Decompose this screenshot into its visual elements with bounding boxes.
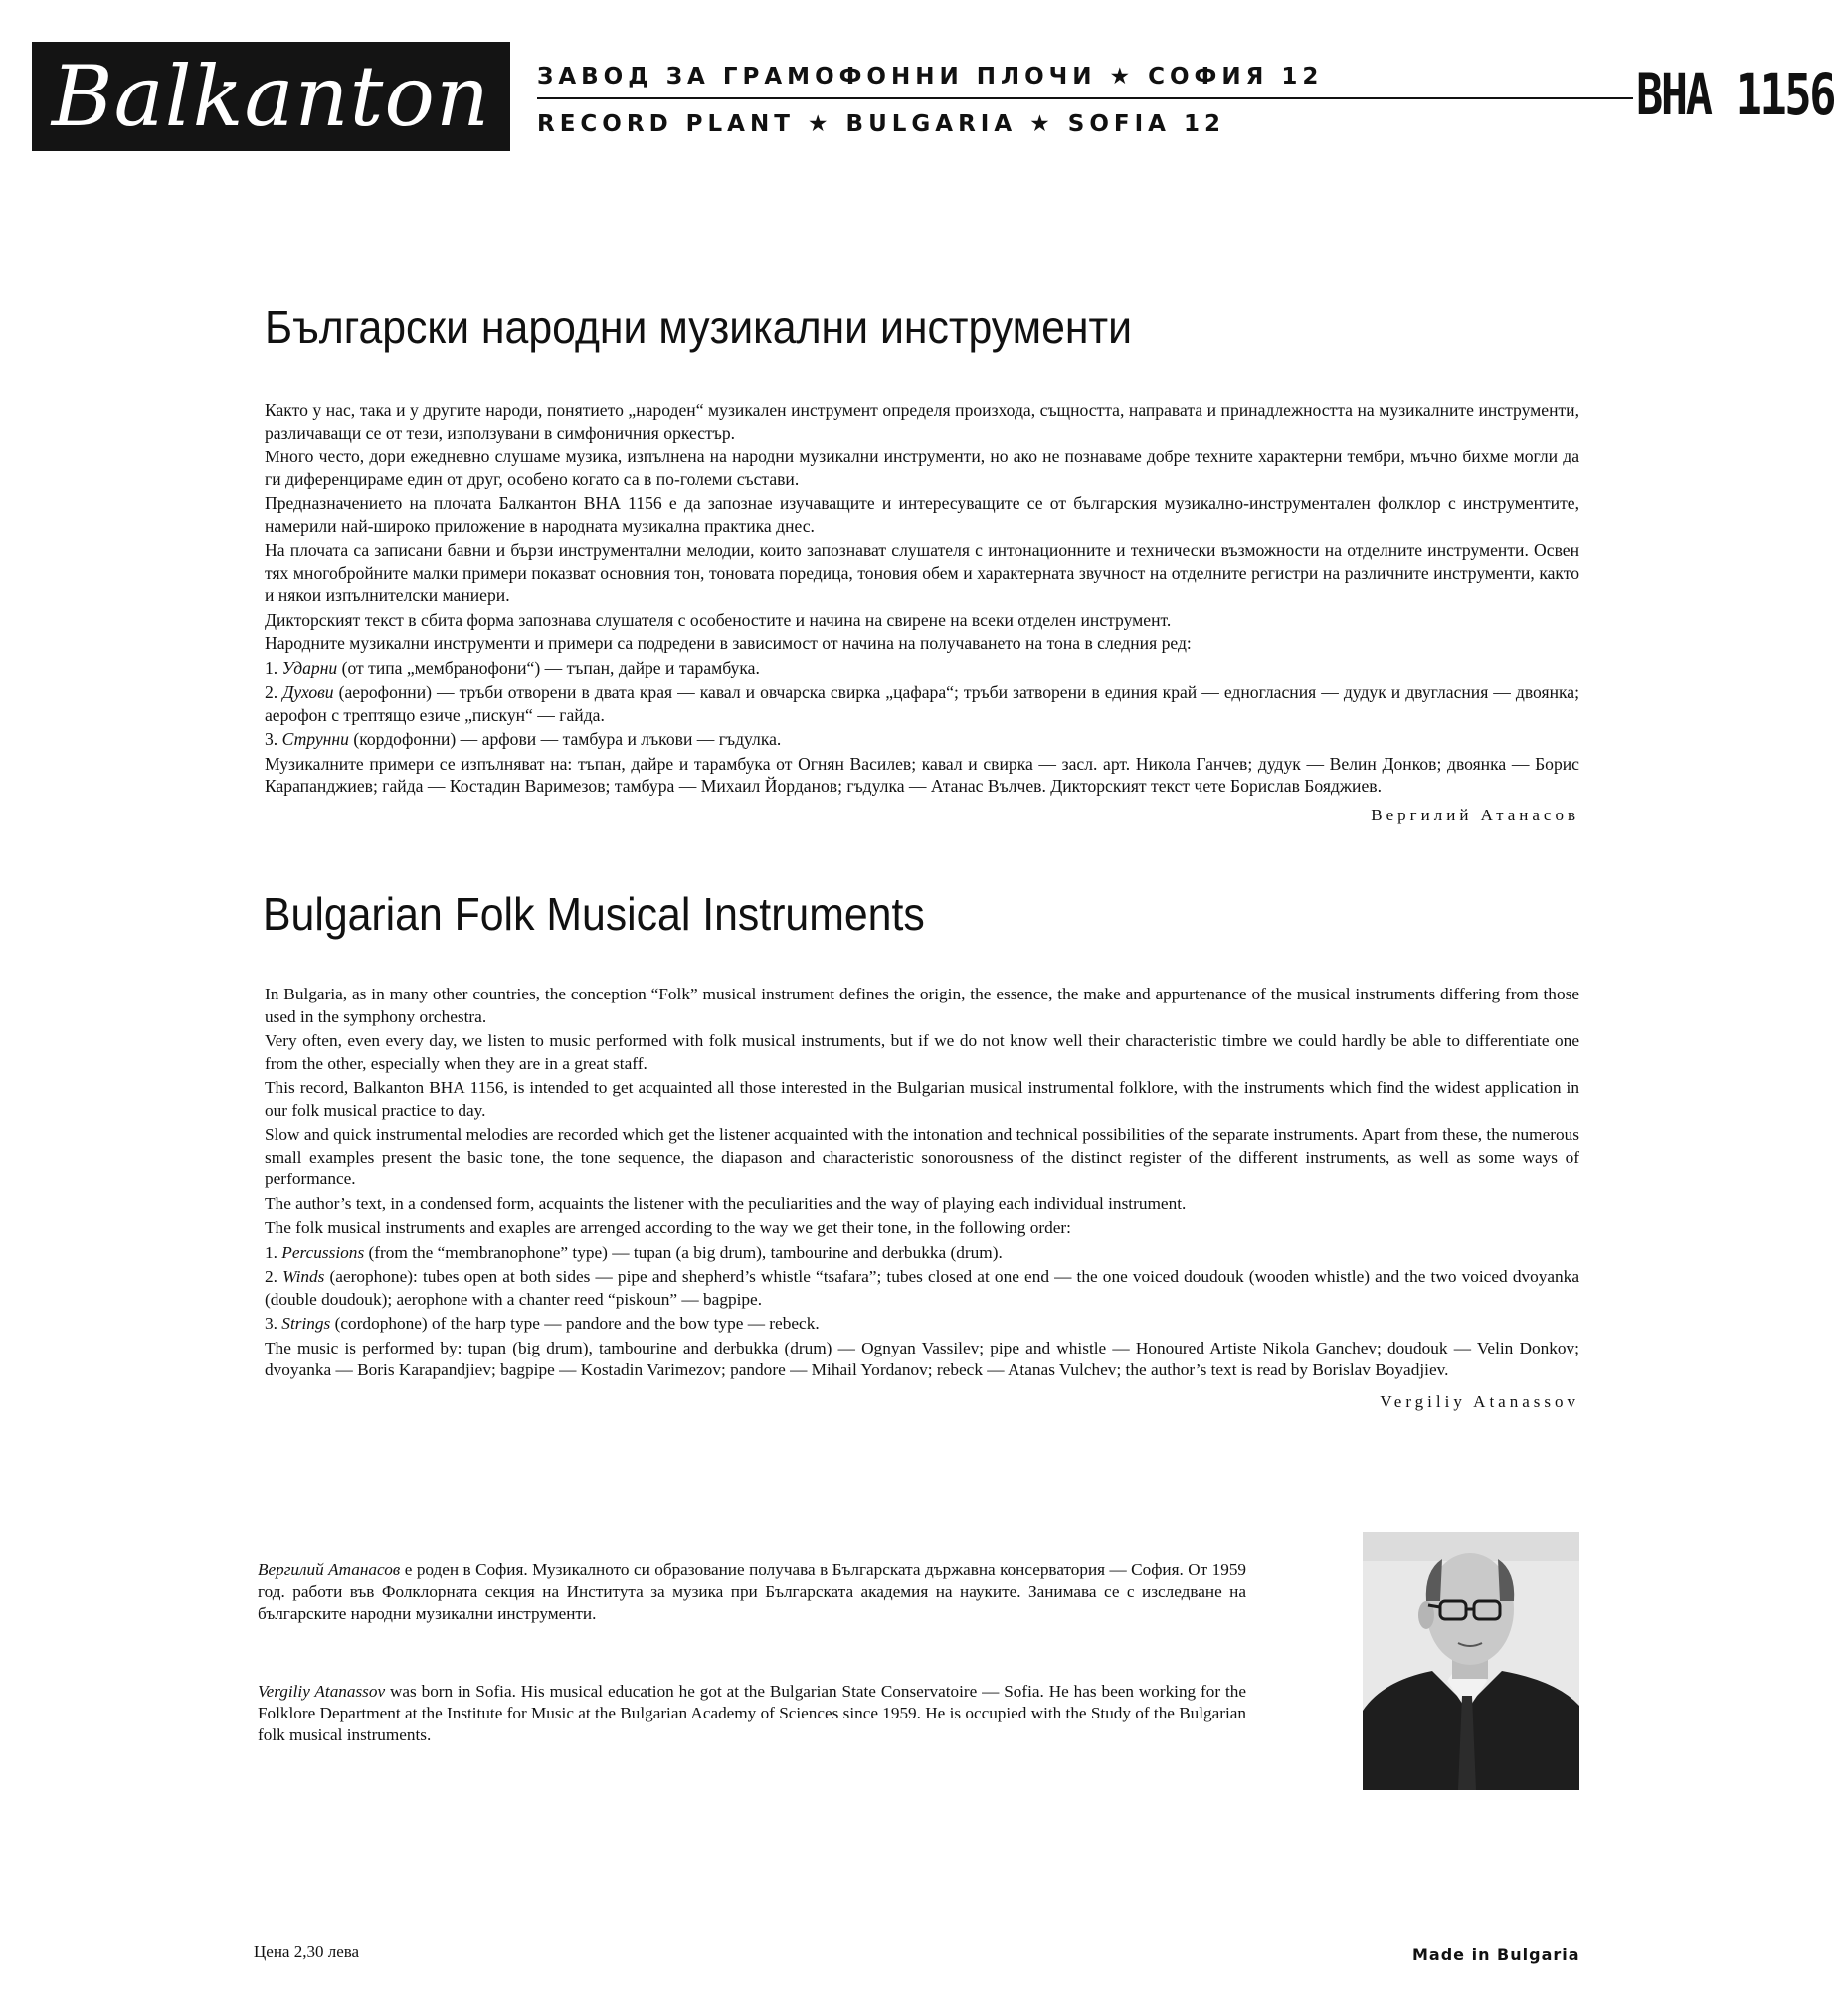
header-divider (537, 97, 1633, 99)
bg-paragraph-6: Народните музикални инструменти и примери са подредени в зависимост от начина на получаването на тона в следния ред: (265, 633, 1192, 653)
bio-bulgarian (258, 1559, 1246, 1625)
en-paragraph-2: Very often, even every day, we listen to music performed with folk musical instruments, but if we do not know well their characteristic timbre we could hardly be able to differentiate one from the other, especially when they are in a great staff. (265, 1031, 1579, 1073)
list-number: 3. (265, 729, 278, 749)
list-description: (от типа „мембранофони“) — тъпан, дайре и тарамбука. (337, 657, 760, 678)
list-number: 2. (265, 682, 278, 702)
logo-text: Balkanton (51, 48, 491, 145)
bg-performers: Музикалните примери се изпълняват на: тъпан, дайре и тарамбука от Огнян Василев; кавал и свирка — засл. арт. Никола Ганчев; дудук — Велин Донков; двоянка — Борис Карапанджиев; гайда — Костадин Варимезов; тамбура — Михаил Йорданов; гъдулка — Атанас Вълчев. Дикторският текст чете Борислав Бояджиев. (265, 753, 1579, 796)
bulgarian-signature: Вергилий Атанасов (1371, 806, 1579, 824)
bg-paragraph-3: Предназначението на плочата Балкантон ВНА 1156 е да запознае изучаващите и интересуващите се от българския музикално-инструментален фолклор с инструментите, намерили най-широко приложение в народната музикална практика днес. (265, 493, 1579, 536)
list-number: 3. (265, 1314, 277, 1333)
header-english-line: RECORD PLANT ★ BULGARIA ★ SOFIA 12 (537, 111, 1225, 137)
bg-list-item-1 (265, 657, 1579, 680)
list-term: Strings (281, 1314, 331, 1333)
list-description: (кордофонни) — арфови — тамбура и лъкови — гъдулка. (348, 729, 782, 749)
bio-en-text: was born in Sofia. His musical education he got at the Bulgarian State Conservatoire — Sofia. He has been working for the Folklore Department at the Institute for Music at the Bulgarian Academy of Sciences since 1959. He is occupied with the Study of the Bulgarian folk musical instruments. (258, 1682, 1246, 1744)
en-paragraph-6: The folk musical instruments and exaples are arrenged according to the way we get their tone, in the following order: (265, 1218, 1071, 1237)
bio-en-name: Vergiliy Atanassov (258, 1682, 386, 1701)
list-description: (aerophone): tubes open at both sides — pipe and shepherd’s whistle “tsafara”; tubes closed at one end — the one voiced doudouk (wooden whistle) and the two voiced dvoyanka (double doudouk); aerophone with a chanter reed “piskoun” — bagpipe. (265, 1267, 1579, 1309)
en-list-item-2 (265, 1266, 1579, 1311)
en-list-item-3 (265, 1313, 1579, 1336)
bg-paragraph-4: На плочата са записани бавни и бързи инструментални мелодии, които запознават слушателя с интонационните и технически възможности на отделните инструменти. Освен тях многобройните малки примери показват основния тон, тоновата поредица, тоновия обем и характерната звучност на отделните регистри на различните инструменти, както и някои изпълнителски маниери. (265, 540, 1579, 605)
list-description: (аерофонни) — тръби отворени в двата края — кавал и овчарска свирка „цафара“; тръби затворени в единия край — едногласния — дудук и двугласния — двоянка; аерофон с трептящо езиче „пискун“ — гайда. (265, 682, 1579, 725)
bg-paragraph-2: Много често, дори ежедневно слушаме музика, изпълнена на народни музикални инструменти, но ако не познаваме добре техните характерни тембри, мъчно бихме могли да ги диференцираме един от друг, особено когато са в по-големи състави. (265, 447, 1579, 489)
bio-bg-text: е роден в София. Музикалното си образование получава в Българската държавна консерватория — София. От 1959 год. работи във Фолклорната секция на Института за музика при Българската академия на науките. Занимава се с изследване на българските народни музикални инструменти. (258, 1560, 1247, 1623)
en-paragraph-3: This record, Balkanton ВНА 1156, is intended to get acquainted all those interested in the Bulgarian musical instrumental folklore, with the instruments which find the widest application in our folk musical practice to day. (265, 1078, 1579, 1120)
catalog-number: ВНА 1156 (1636, 61, 1835, 128)
list-term: Percussions (281, 1242, 365, 1262)
price-label: Цена 2,30 лева (254, 1942, 360, 1961)
list-number: 1. (265, 657, 278, 678)
bg-paragraph-5: Дикторският текст в сбита форма запознава слушателя с особеностите и начина на свирене на всеки отделен инструмент. (265, 609, 1172, 630)
list-term: Струнни (281, 729, 349, 749)
list-description: (cordophone) of the harp type — pandore and the bow type — rebeck. (330, 1314, 820, 1333)
english-text (265, 984, 1579, 1384)
balkanton-logo (32, 42, 510, 151)
bio-bg-name: Вергилий Атанасов (258, 1560, 401, 1579)
author-portrait-photo (1363, 1532, 1579, 1790)
list-term: Духови (282, 682, 334, 702)
bio-english (258, 1681, 1246, 1746)
list-number: 1. (265, 1242, 277, 1262)
list-number: 2. (265, 1267, 277, 1286)
en-paragraph-5: The author’s text, in a condensed form, acquaints the listener with the peculiarities and the way of playing each individual instrument. (265, 1193, 1187, 1213)
bg-paragraph-1: Както у нас, така и у другите народи, понятието „народен“ музикален инструмент определя произхода, същността, направата и принадлежността на музикалните инструменти, различаващи се от тези, използувани в симфоничния оркестър. (265, 400, 1579, 443)
bg-list-item-3 (265, 728, 1579, 751)
header-bulgarian-line: ЗАВОД ЗА ГРАМОФОННИ ПЛОЧИ ★ СОФИЯ 12 (537, 64, 1324, 90)
made-in-label: Made in Bulgaria (1412, 1945, 1580, 1964)
en-paragraph-1: In Bulgaria, as in many other countries, the conception “Folk” musical instrument defines the origin, the essence, the make and appurtenance of the musical instruments differing from those used in the symphony orchestra. (265, 985, 1579, 1026)
list-description: (from the “membranophone” type) — tupan (a big drum), tambourine and derbukka (drum). (364, 1242, 1003, 1262)
list-term: Winds (282, 1267, 325, 1286)
en-paragraph-4: Slow and quick instrumental melodies are recorded which get the listener acquainted with the intonation and technical possibilities of the separate instruments. Apart from these, the numerous small examples present the basic tone, the tone sequence, the diapason and characteristic sonorousness of the distinct register of the different instruments, as well as some ways of performance. (265, 1125, 1579, 1188)
bg-list-item-2 (265, 681, 1579, 726)
english-title: Bulgarian Folk Musical Instruments (263, 888, 925, 940)
en-performers: The music is performed by: tupan (big drum), tambourine and derbukka (drum) — Ognyan Vassilev; pipe and whistle — Honoured Artiste Nikola Ganchev; doudouk — Velin Donkov; dvoyanka — Boris Karapandjiev; bagpipe — Kostadin Varimezov; pandore — Mihail Yordanov; rebeck — Atanas Vulchev; the author’s text is read by Borislav Boyadjiev. (265, 1338, 1579, 1379)
english-signature: Vergiliy Atanassov (1380, 1392, 1579, 1411)
en-list-item-1 (265, 1242, 1579, 1265)
list-term: Ударни (281, 657, 338, 678)
portrait-illustration (1363, 1532, 1579, 1790)
bulgarian-text (265, 399, 1579, 800)
bulgarian-title: Български народни музикални инструменти (265, 301, 1133, 353)
